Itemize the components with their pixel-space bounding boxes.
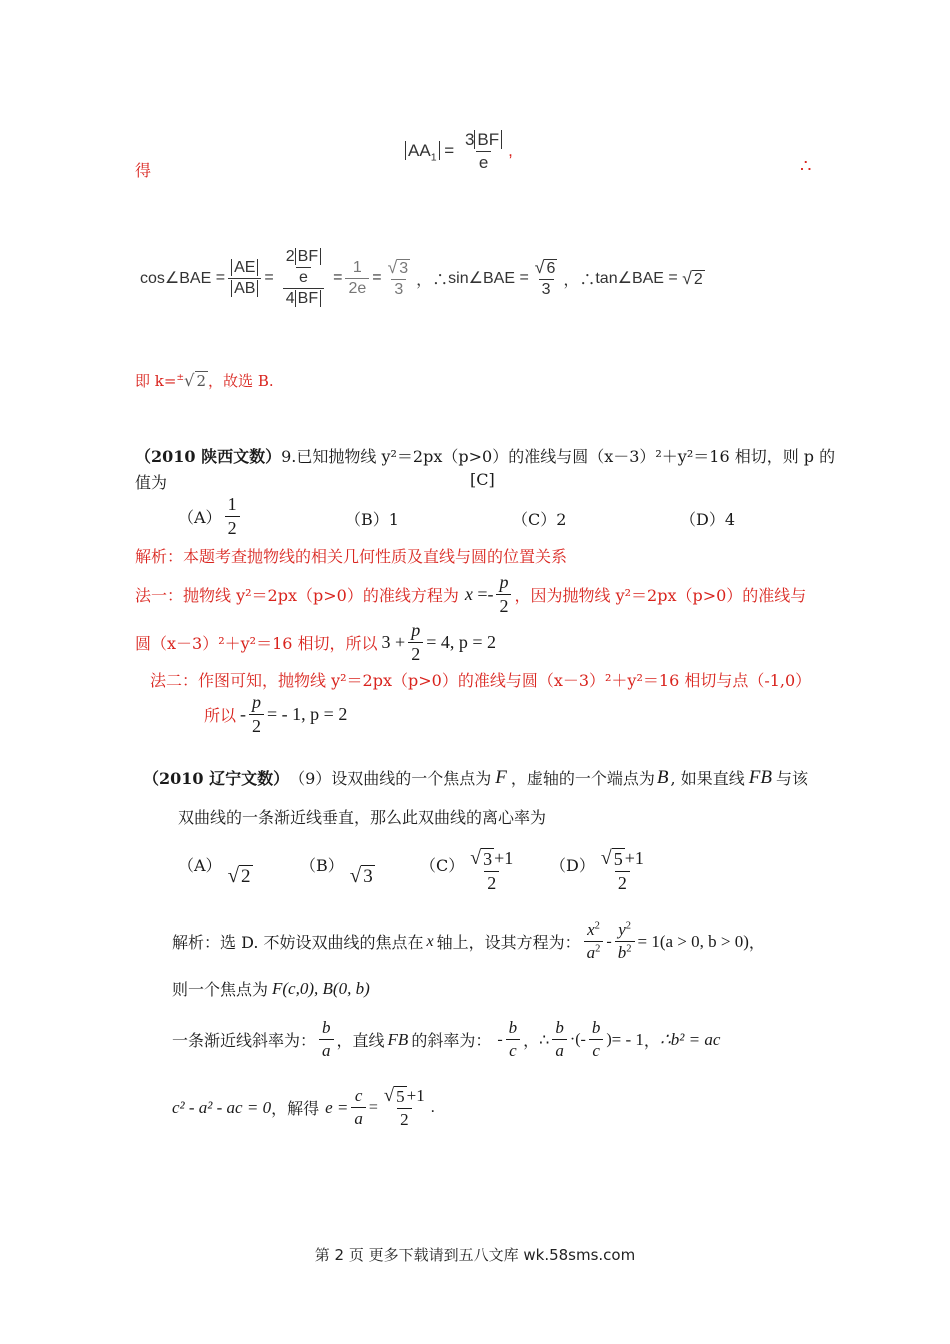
sol3-therefore: ∴: [539, 1031, 550, 1049]
sol3-a: a: [319, 1039, 334, 1061]
ab-text: AB: [231, 280, 258, 297]
therefore-symbol: ∴: [800, 156, 812, 177]
m1-three: 3 +: [381, 632, 406, 652]
sep2: ，∴: [563, 271, 596, 289]
three-a: 3: [391, 279, 406, 299]
q9-analysis: 解析：本题考查抛物线的相关几何性质及直线与圆的位置关系: [135, 547, 568, 566]
q9-tag: （2010 陕西文数）: [135, 447, 282, 466]
cos-line: cos∠BAE = $\frac{AE}{AB}$ = $\frac{\frac{2 BF}{e}}{4 BF}$ = $\frac{1}{2e}$ = √ 3 3 ，∴ sin∠BAE = √ 6 3 ，∴ tan∠BAE = √ 2: [140, 248, 703, 307]
comma: ,: [508, 140, 513, 160]
page-footer: 第 2 页 更多下载请到五八文库 wk.58sms.com: [314, 1246, 636, 1264]
sol3-mid2: 的斜率为：: [411, 1031, 492, 1050]
q9-line1: [135, 444, 835, 467]
q9-option-b: （B）1: [345, 510, 399, 529]
sqrt2: 2: [693, 270, 703, 288]
q9b-opt-b-label: （B）: [300, 856, 344, 875]
q9b-sol1: 解析：选 D. 不妨设双曲线的焦点在 x 轴上，设其方程为： $\frac{x^2}{a^2}$ - $\frac{y^2}{b^2}$ = 1(a > 0, b > 0) ，: [172, 920, 765, 962]
q9-method1: [135, 572, 806, 617]
aa-text: AA: [408, 140, 431, 160]
q9b-opt-d-label: （D）: [550, 856, 595, 875]
m2-two: 2: [249, 714, 264, 737]
aa-sub: 1: [430, 151, 437, 164]
m2-frac: [249, 692, 264, 737]
q9b-tag: （2010 辽宁文数）: [143, 769, 290, 788]
sol3-b3: b: [555, 1018, 564, 1037]
q9b-opt-b-val: 3: [363, 866, 373, 887]
sol1-post: = 1(a > 0, b > 0): [637, 931, 749, 951]
sol3-b4: b: [591, 1018, 601, 1037]
q9b-line2: 双曲线的一条渐近线垂直，那么此双曲线的离心率为: [178, 808, 547, 827]
q9-stem: 9.已知抛物线 y²＝2px（p>0）的准线与圆（x－3）²＋y²＝16 相切，则 p 的: [281, 447, 836, 466]
aa1-formula: [405, 130, 513, 173]
m1-two2: 2: [408, 642, 423, 665]
q9-method2-line2: [204, 692, 347, 737]
sol3-a2: a: [552, 1039, 567, 1061]
frac-3bf-e: [462, 130, 505, 173]
m1-line2-pre: 圆（x－3）²＋y²＝16 相切，所以: [135, 634, 378, 653]
opt-a-num: 1: [227, 494, 237, 514]
sol4-frac-result: √ 5 +1 2: [383, 1085, 425, 1129]
eq1: =: [215, 269, 226, 286]
opt-a-den: 2: [225, 516, 240, 539]
coef-3: 3: [464, 130, 475, 149]
eq4: =: [372, 269, 382, 286]
m2-pre: 所以: [204, 706, 237, 725]
sol3-frac-ba: [319, 1018, 334, 1061]
q9b-sol4: c² - a² - ac = 0 ，解得 e = $\frac{c}{a}$ = √ 5 +1 2 .: [172, 1085, 435, 1129]
q9b-option-a: （A） √ 2: [178, 853, 253, 888]
q9b-option-d: [550, 847, 650, 894]
frac-2bf-e: [283, 248, 324, 287]
sol3-comma2: ，: [643, 1031, 660, 1050]
m1-post: ，因为抛物线 y²＝2px（p>0）的准线与: [514, 586, 807, 605]
de-label: 得: [135, 161, 152, 180]
sqrt3: 3: [399, 260, 409, 277]
sol1-pre: 解析：选 D. 不妨设双曲线的焦点在: [172, 933, 424, 952]
q9b-opt-d-den: 2: [615, 871, 630, 894]
sol3-fb: FB: [387, 1029, 409, 1049]
q9b-FB: FB: [748, 766, 772, 788]
q9-answer: [C]: [470, 470, 495, 489]
sol1-frac-x: $\frac{x^2}{a^2}$: [584, 920, 604, 963]
sol3-mid: ，直线: [336, 1031, 385, 1050]
q9b-opt-c-label: （C）: [420, 856, 465, 875]
sin-label: sin∠BAE: [448, 270, 515, 287]
four: 4: [285, 290, 295, 307]
m1-eq: =-: [477, 584, 494, 604]
q9-option-a: [178, 494, 243, 539]
a2: a: [586, 943, 596, 962]
tan-label: tan∠BAE: [595, 270, 664, 287]
q9b-opt-d-plus: +1: [624, 848, 644, 868]
q9b-sol2: [172, 977, 370, 1000]
opt-a-label: （A）: [178, 508, 222, 527]
q9-option-d: （D）4: [680, 510, 736, 529]
q9-method2: 法二：作图可知，抛物线 y²＝2px（p>0）的准线与圆（x－3）²＋y²＝16 相切与点（-1,0）: [150, 671, 812, 690]
q9-option-c: （C）2: [512, 510, 567, 529]
m1-frac2: [408, 620, 423, 665]
sol3-frac-ba2: [552, 1018, 567, 1061]
sol4-frac-ca: [351, 1086, 366, 1129]
eq3: =: [333, 269, 343, 286]
cos-label: cos∠BAE: [140, 270, 212, 287]
m1-two: 2: [496, 594, 511, 617]
sol4-den: 2: [397, 1108, 412, 1130]
m1-pre: 法一：抛物线 y²＝2px（p>0）的准线方程为: [135, 586, 459, 605]
eq-sign: =: [444, 140, 455, 160]
q9b-opt-c-den: 2: [484, 871, 499, 894]
sol4-mid: ，解得: [271, 1099, 320, 1118]
q9b-opt-c-frac: √ 3 +1 2: [470, 847, 514, 893]
conclusion-post: ，故选 B.: [208, 372, 274, 390]
sol3-comma: ，: [523, 1031, 540, 1050]
conclusion-sqrt2: 2: [196, 372, 207, 390]
e-a: e: [296, 267, 311, 287]
eq6: =: [668, 269, 678, 286]
frac-ae-ab: [228, 259, 261, 298]
m1-frac: [496, 572, 511, 617]
q9b-line1: [143, 766, 808, 789]
eq2: =: [264, 269, 274, 286]
three-b: 3: [539, 279, 554, 299]
m1-res: = 4, p = 2: [426, 632, 496, 652]
m1-x: x: [464, 584, 473, 604]
q9b-opt-c-rad: 3: [483, 849, 493, 869]
sol1-mid: 轴上，设其方程为：: [436, 933, 581, 952]
bf-a: BF: [295, 248, 321, 265]
sol4-a: a: [351, 1107, 366, 1129]
sol3-frac-bc: [506, 1018, 521, 1061]
sol2-pre: 则一个焦点为: [172, 980, 269, 999]
frac-1-2e: [345, 259, 369, 298]
sol3-b2: b: [508, 1018, 518, 1037]
sep1: ，∴: [416, 271, 449, 289]
one: 1: [352, 258, 362, 276]
x2: x: [587, 920, 595, 939]
conclusion-pre: 即 k=: [135, 372, 177, 390]
sol3-c2: c: [589, 1039, 603, 1061]
b2: b: [617, 943, 627, 962]
q9b-line1-c: , 如果直线: [670, 769, 745, 788]
q9b-option-b: （B） √ 3: [300, 853, 375, 888]
sol3-c: c: [506, 1039, 520, 1061]
q9b-line1-d: 与该: [775, 769, 808, 788]
sol3-b: b: [322, 1018, 331, 1037]
sol4-c: c: [354, 1086, 363, 1105]
q9b-B: B: [656, 766, 669, 788]
sol3-res: = - 1: [611, 1029, 644, 1049]
m2-p: p: [252, 692, 262, 712]
two-e: 2e: [345, 278, 369, 298]
e-text: e: [476, 151, 491, 173]
q9-method1-line2: [135, 620, 496, 665]
sqrt6: 6: [546, 260, 556, 277]
frac-2bfe-4bf: [277, 248, 330, 308]
eq5: =: [519, 269, 529, 286]
sol3-frac-bc2: [589, 1018, 604, 1061]
q9-line2: 值为: [135, 473, 168, 492]
sol4-e: e =: [325, 1097, 349, 1117]
bf-b: BF: [295, 290, 321, 307]
q9b-sol3: 一条渐近线斜率为： $\frac{b}{a}$ ，直线 FB 的斜率为： - $\frac{b}{c}$ ， ∴ $\frac{b}{a}$ ·(- $\frac{b}{c}$ ) = - 1 ， ∴b² = ac: [172, 1018, 721, 1060]
q9b-opt-c-plus: +1: [494, 848, 514, 868]
m2-res: = - 1, p = 2: [267, 704, 348, 724]
q9b-line1-b: ，虚轴的一个端点为: [510, 769, 655, 788]
q9b-opt-a-val: 2: [241, 866, 251, 887]
q9b-F: F: [495, 766, 507, 788]
sol4-math: c² - a² - ac = 0: [172, 1097, 272, 1117]
sol4-plus: +1: [406, 1086, 425, 1105]
sol1-comma: ，: [748, 933, 765, 952]
q9b-option-c: [420, 847, 519, 894]
pm-mark: ±: [176, 373, 184, 383]
q9b-opt-d-frac: √ 5 +1 2: [600, 847, 644, 893]
conclusion: 即 k=± √ 2 ，故选 B.: [135, 371, 274, 390]
m1-p: p: [499, 572, 509, 592]
ae-text: AE: [231, 259, 258, 276]
sol1-x: x: [426, 932, 434, 950]
frac-sqrt3-3: √ 3 3: [387, 257, 409, 298]
bf-text: BF: [474, 130, 502, 149]
sol4-dot: .: [430, 1098, 435, 1116]
q9b-opt-d-rad: 5: [613, 849, 623, 869]
q9b-line1-a: （9）设双曲线的一个焦点为: [289, 769, 492, 788]
sol2-math: F(c,0), B(0, b): [272, 978, 370, 998]
sol4-rad: 5: [396, 1087, 405, 1106]
m2-minus: -: [240, 704, 247, 724]
sol3-pre: 一条渐近线斜率为：: [172, 1031, 317, 1050]
y2: y: [618, 920, 626, 939]
opt-a-frac: [225, 494, 240, 539]
q9b-opt-a-label: （A）: [178, 856, 222, 875]
sol1-frac-y: $\frac{y^2}{b^2}$: [615, 920, 635, 963]
sol3-end: ∴b² = ac: [659, 1029, 721, 1049]
m1-p2: p: [411, 620, 421, 640]
two: 2: [285, 248, 295, 265]
frac-sqrt6-3: √ 6 3: [534, 257, 556, 298]
